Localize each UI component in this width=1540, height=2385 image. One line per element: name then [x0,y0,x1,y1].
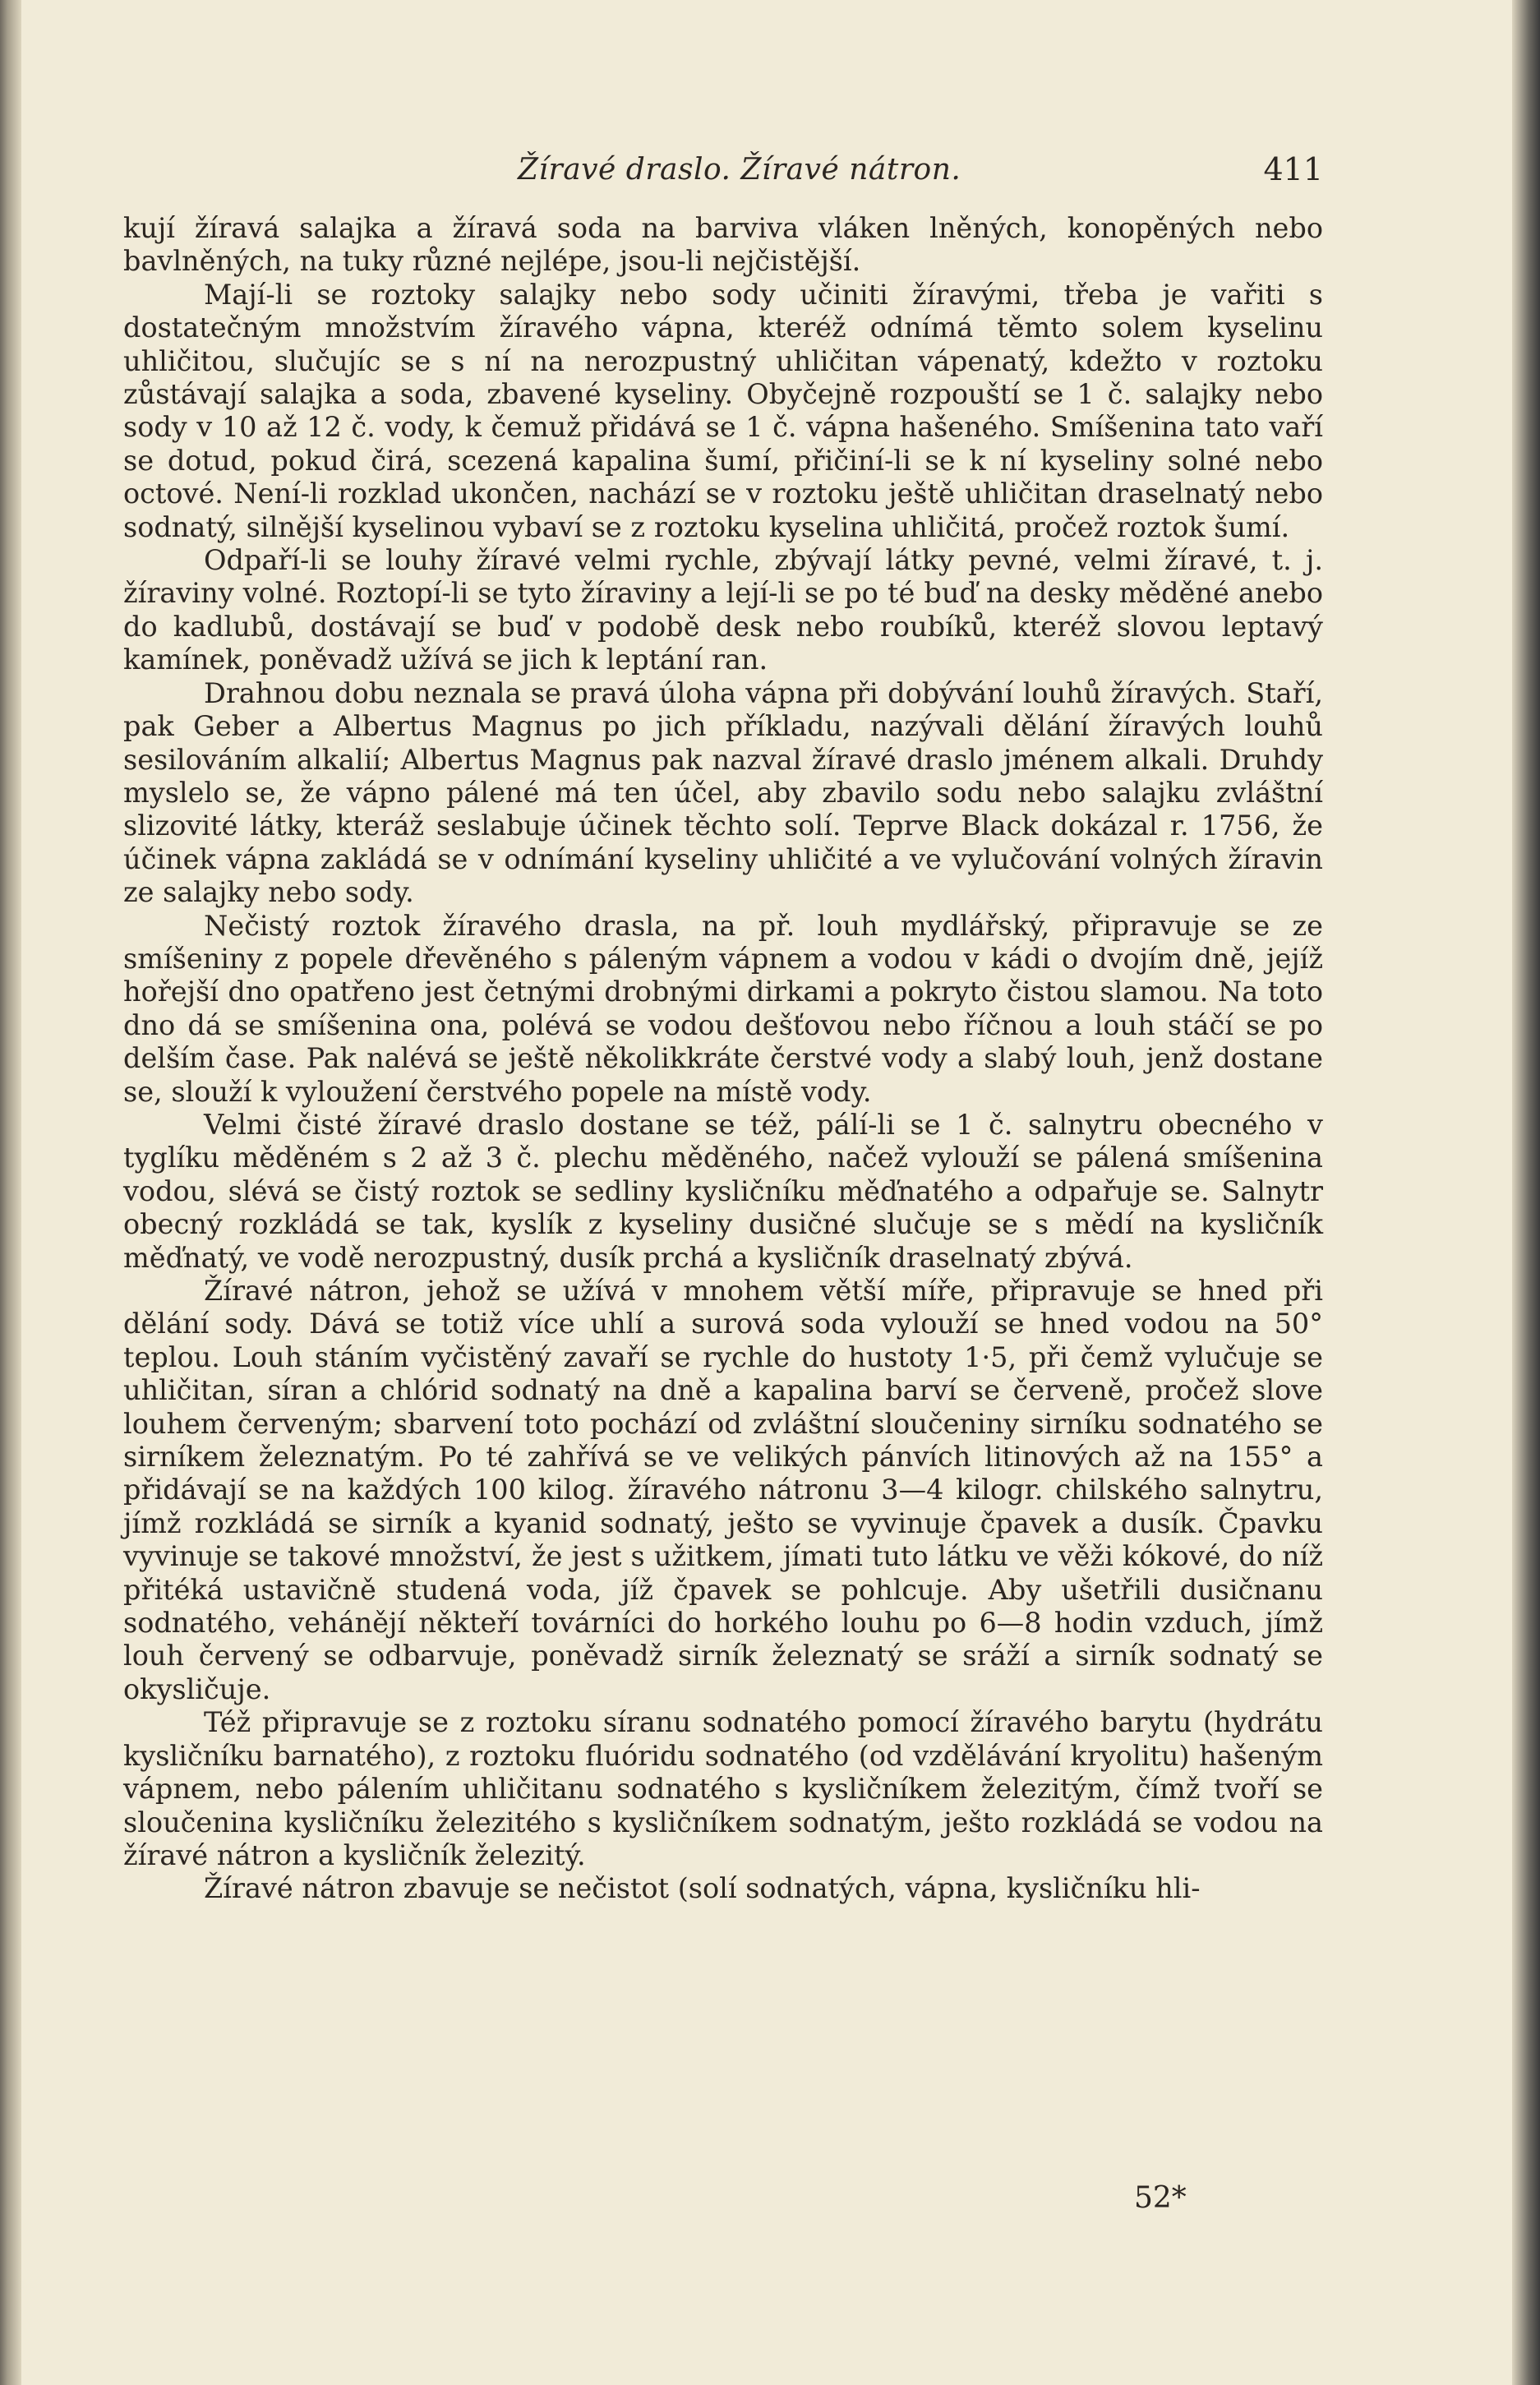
signature-mark: 52* [1134,2181,1187,2215]
paragraph-3: Odpaří-li se louhy žíravé velmi rychle, zbývají látky pevné, velmi žíravé, t. j. žíraviny volné. Roztopí-li se tyto žíraviny a lejí-li se po té buď na desky měděné anebo do kadlubů, dostávají se buď v podobě desk nebo roubíků, kteréž slovou leptavý kamínek, poněvadž užívá se jich k leptání ran. [123,544,1323,676]
page-header [123,146,1323,196]
page-text [123,146,1323,1906]
paragraph-4: Drahnou dobu neznala se pravá úloha vápna při dobývání louhů žíravých. Staří, pak Geber a Albertus Magnus po jich příkladu, nazývali dělání žíravých louhů sesilováním alkalií; Albertus Magnus pak nazval žíravé draslo jménem alkali. Druhdy myslelo se, že vápno pálené má ten účel, aby zbavilo sodu nebo salajku zvláštní slizovité látky, kteráž seslabuje účinek těchto solí. Teprve Black dokázal r. 1756, že účinek vápna zakládá se v odnímání kyseliny uhličité a ve vylučování volných žíravin ze salajky nebo sody. [123,676,1323,909]
paragraph-9: Žíravé nátron zbavuje se nečistot (solí sodnatých, vápna, kysličníku hli- [204,1872,1201,1905]
paragraph-8: Též připravuje se z roztoku síranu sodnatého pomocí žíravého barytu (hydrátu kysličníku barnatého), z roztoku fluóridu sodnatého (od vzdělávání kryolitu) hašeným vápnem, nebo pálením uhličitanu sodnatého s kysličníkem železitým, čímž tvoří se sloučenina kysličníku železitého s kysličníkem sodnatým, ješto rozkládá se vodou na žíravé nátron a kysličník železitý. [123,1706,1323,1871]
page-edge-left [0,0,21,2385]
paragraph-2: Mají-li se roztoky salajky nebo sody učiniti žíravými, třeba je vařiti s dostatečným množstvím žíravého vápna, kteréž odnímá těmto solem kyselinu uhličitou, slučujíc se s ní na nerozpustný uhličitan vápenatý, kdežto v roztoku zůstávají salajka a soda, zbavené kyseliny. Obyčejně rozpouští se 1 č. salajky nebo sody v 10 až 12 č. vody, k čemuž přidává se 1 č. vápna hašeného. Smíšenina tato vaří se dotud, pokud čirá, scezená kapalina šumí, přičiní-li se k ní kyseliny solné nebo octové. Není-li rozklad ukončen, nachází se v roztoku ještě uhličitan draselnatý nebo sodnatý, silnější kyselinou vybaví se z roztoku kyselina uhličitá, pročež roztok šumí. [123,278,1323,543]
running-head: Žíravé draslo. Žíravé nátron. [518,153,961,187]
paragraph-6: Velmi čisté žíravé draslo dostane se též, pálí-li se 1 č. salnytru obecného v tyglíku měděném s 2 až 3 č. plechu měděného, načež vylouží se pálená smíšenina vodou, slévá se čistý roztok se sedliny kysličníku měďnatého a odpařuje se. Salnytr obecný rozkládá se tak, kyslík z kyseliny dusičné slučuje se s mědí na kysličník měďnatý, ve vodě nerozpustný, dusík prchá a kysličník draselnatý zbývá. [123,1108,1323,1274]
page-number: 411 [1263,151,1323,187]
paragraph-1: kují žíravá salajka a žíravá soda na barviva vláken lněných, konopěných nebo bavlněných, na tuky různé nejlépe, jsou-li nejčistější. [123,212,1323,278]
paragraph-7: Žíravé nátron, jehož se užívá v mnohem větší míře, připravuje se hned při dělání sody. Dává se totiž více uhlí a surová soda vylouží se hned vodou na 50° teplou. Louh stáním vyčistěný zavaří se rychle do hustoty 1·5, při čemž vylučuje se uhličitan, síran a chlórid sodnatý na dně a kapalina barví se červeně, pročež slove louhem červeným; sbarvení toto pochází od zvláštní sloučeniny sirníku sodnatého se sirníkem železnatým. Po té zahřívá se ve velikých pánvích litinových až na 155° a přidávají se na každých 100 kilog. žíravého nátronu 3—4 kilogr. chilského salnytru, jímž rozkládá se sirník a kyanid sodnatý, ješto se vyvinuje čpavek a dusík. Čpavku vyvinuje se takové množství, že jest s užitkem, jímati tuto látku ve věži kókové, do níž přitéká ustavičně studená voda, jíž čpavek se pohlcuje. Aby ušetřili dusičnanu sodnatého, vehánějí někteří továrníci do horkého louhu po 6—8 hodin vzduch, jímž louh červený se odbarvuje, poněvadž sirník železnatý se sráží a sirník sodnatý se okysličuje. [123,1275,1323,1705]
paragraph-5: Nečistý roztok žíravého drasla, na př. louh mydlářský, připravuje se ze smíšeniny z popele dřevěného s páleným vápnem a vodou v kádi o dvojím dně, jejíž hořejší dno opatřeno jest četnými drobnými dirkami a pokryto čistou slamou. Na toto dno dá se smíšenina ona, polévá se vodou dešťovou nebo říčnou a louh stáčí se po delším čase. Pak nalévá se ještě několikkráte čerstvé vody a slabý louh, jenž dostane se, slouží k vyloužení čerstvého popele na místě vody. [123,909,1323,1108]
page-edge-right [1512,0,1540,2385]
